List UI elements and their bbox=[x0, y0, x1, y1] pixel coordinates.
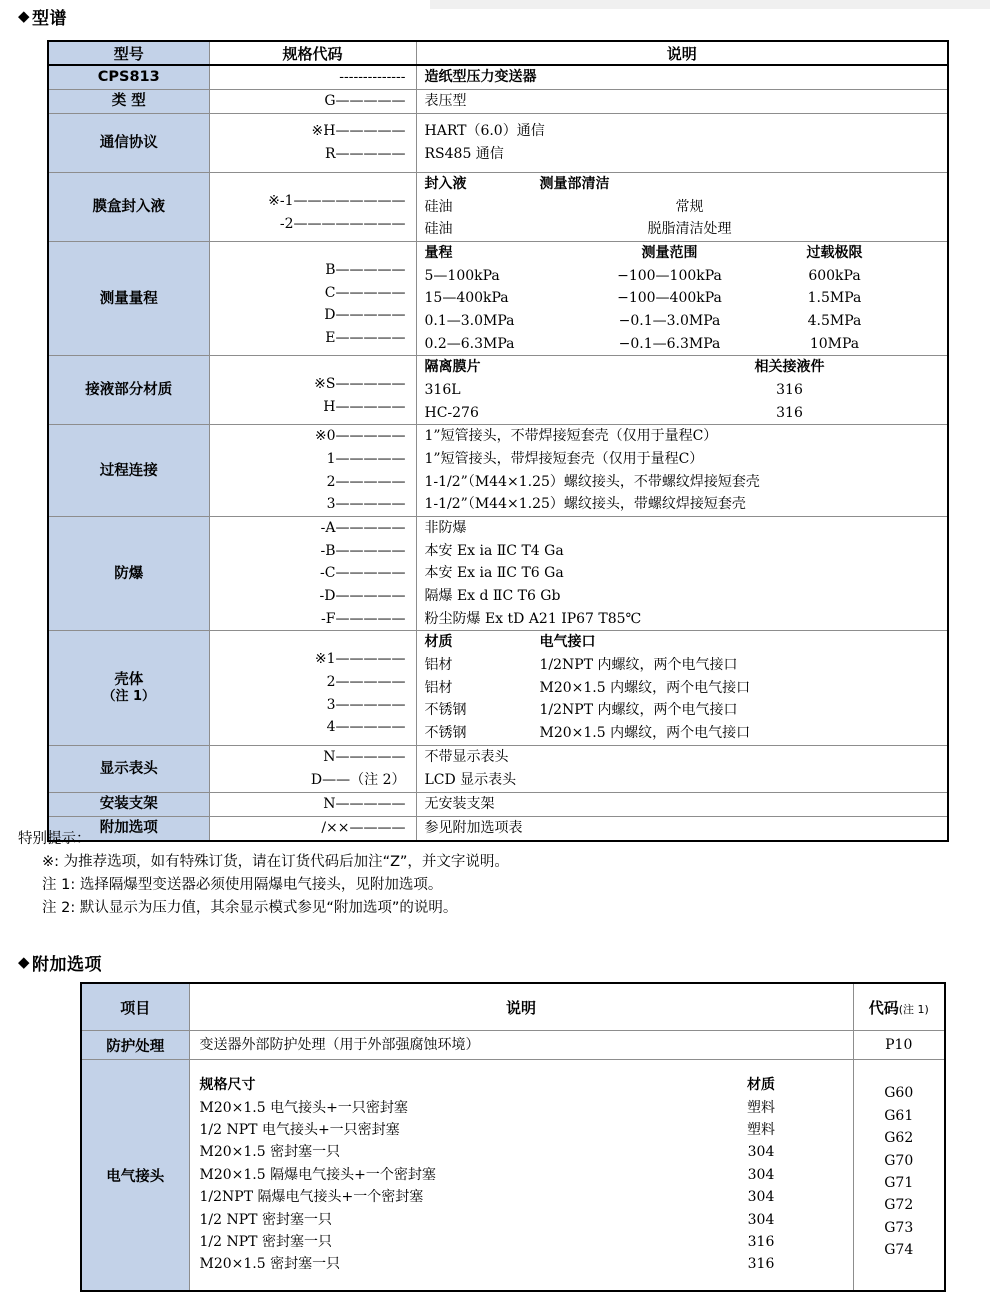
desc-line: 粉尘防爆 Ex tD A21 IP67 T85℃ bbox=[424, 610, 642, 627]
cell: 10MPa bbox=[809, 335, 860, 352]
row-desc-grid bbox=[416, 631, 948, 745]
cell: M20×1.5 内螺纹，两个电气接口 bbox=[539, 679, 751, 696]
row-label: 防爆 bbox=[48, 517, 209, 631]
note-item: 注 1: 选择隔爆型变送器必须使用隔爆电气接头，见附加选项。 bbox=[42, 876, 443, 893]
table-row-wetted-material bbox=[48, 356, 948, 425]
row-code-list bbox=[209, 356, 416, 425]
header-item: 项目 bbox=[81, 983, 189, 1031]
desc-line: HART（6.0）通信 bbox=[424, 123, 545, 140]
additional-options-table bbox=[80, 982, 946, 1292]
cell-material: 304 bbox=[747, 1211, 775, 1228]
code-line: G70 bbox=[884, 1152, 914, 1169]
desc-grid bbox=[425, 242, 948, 355]
cell: 600kPa bbox=[808, 267, 861, 284]
header-code bbox=[853, 983, 945, 1031]
code-line: C————— bbox=[324, 284, 406, 301]
row-label: 电气接头 bbox=[81, 1060, 189, 1292]
row-label: CPS813 bbox=[48, 65, 209, 90]
desc-grid bbox=[425, 356, 948, 424]
code-line: G60 bbox=[884, 1085, 914, 1102]
grid-row bbox=[425, 699, 948, 722]
row-label: 通信协议 bbox=[48, 114, 209, 173]
row-code-list bbox=[209, 517, 416, 631]
cell: 0.2—6.3MPa bbox=[424, 335, 515, 352]
cell: −0.1—3.0MPa bbox=[618, 313, 721, 330]
code-line: -D————— bbox=[319, 588, 406, 605]
row-desc-list bbox=[416, 114, 948, 173]
grid-row bbox=[425, 265, 948, 288]
cell: 1/2NPT 内螺纹，两个电气接口 bbox=[539, 657, 738, 674]
row-label: 过程连接 bbox=[48, 425, 209, 517]
row-label-note: （注 1） bbox=[102, 689, 156, 705]
row-label: 防护处理 bbox=[81, 1031, 189, 1060]
cell-material: 316 bbox=[747, 1256, 775, 1273]
code-line: N————— bbox=[323, 749, 406, 766]
code-line: B————— bbox=[325, 261, 406, 278]
cell: 不锈钢 bbox=[424, 725, 467, 742]
desc-line: 不带显示表头 bbox=[424, 749, 509, 766]
sub-header: 封入液 bbox=[424, 176, 467, 192]
table-row-type bbox=[48, 90, 948, 114]
grid-row bbox=[200, 1209, 853, 1231]
code-line: -A————— bbox=[320, 520, 406, 537]
row-desc: 造纸型压力变送器 bbox=[416, 65, 948, 90]
row-code: G————— bbox=[209, 90, 416, 114]
row-desc-grid bbox=[416, 356, 948, 425]
cell: 1/2NPT 内螺纹，两个电气接口 bbox=[539, 702, 738, 719]
cell: M20×1.5 内螺纹，两个电气接口 bbox=[539, 725, 751, 742]
row-code-list bbox=[209, 425, 416, 517]
code-line: -B————— bbox=[320, 542, 406, 559]
cell: −100—400kPa bbox=[617, 290, 722, 307]
cell: 316L bbox=[424, 382, 461, 399]
row-desc: 变送器外部防护处理（用于外部强腐蚀环境） bbox=[189, 1031, 853, 1060]
code-column bbox=[854, 1060, 945, 1262]
row-code: P10 bbox=[853, 1031, 945, 1060]
row-desc-list bbox=[416, 517, 948, 631]
cell: 15—400kPa bbox=[424, 290, 509, 307]
cell: 常规 bbox=[675, 198, 704, 215]
row-desc-grid bbox=[416, 242, 948, 356]
code-line: 2————— bbox=[326, 473, 406, 490]
row-code: /××———— bbox=[209, 816, 416, 841]
table2-row-cable-gland bbox=[81, 1060, 945, 1292]
row-label: 显示表头 bbox=[48, 745, 209, 792]
row-label: 类 型 bbox=[48, 90, 209, 114]
desc-line: 隔爆 Ex d ⅡC T6 Gb bbox=[424, 588, 561, 605]
sub-header: 隔离膜片 bbox=[424, 359, 481, 376]
sub-header: 测量部清洁 bbox=[539, 176, 610, 192]
grid-row bbox=[425, 196, 948, 219]
cell: −100—100kPa bbox=[617, 267, 722, 284]
code-line: 4————— bbox=[326, 719, 406, 736]
cell-spec: M20×1.5 隔爆电气接头+一个密封塞 bbox=[199, 1166, 436, 1183]
code-line: D————— bbox=[324, 307, 406, 324]
code-line: H————— bbox=[323, 398, 406, 415]
note-item: 注 2: 默认显示为压力值，其余显示模式参见“附加选项”的说明。 bbox=[42, 899, 458, 916]
row-code-list bbox=[209, 173, 416, 242]
note-item: ※: 为推荐选项，如有特殊订货，请在订货代码后加注“Z”，并文字说明。 bbox=[42, 853, 509, 870]
grid-row bbox=[200, 1119, 853, 1141]
row-desc: 参见附加选项表 bbox=[416, 816, 948, 841]
desc-line: 本安 Ex ia ⅡC T4 Ga bbox=[424, 542, 564, 559]
grid-row bbox=[425, 677, 948, 700]
diamond-bullet-icon: ◆ bbox=[18, 7, 31, 25]
row-desc-grid bbox=[416, 173, 948, 242]
sub-header: 过载极限 bbox=[806, 245, 863, 262]
grid-row bbox=[425, 379, 948, 402]
sub-header: 测量范围 bbox=[641, 245, 698, 262]
code-line: -F————— bbox=[321, 610, 406, 627]
cell: −0.1—6.3MPa bbox=[618, 335, 721, 352]
grid-header-row bbox=[200, 1074, 853, 1096]
special-notes-block bbox=[18, 828, 509, 920]
code-line: ※S————— bbox=[314, 376, 406, 393]
table-row-measuring-range bbox=[48, 242, 948, 356]
grid-header-row bbox=[425, 631, 948, 654]
header-description: 说明 bbox=[416, 41, 948, 65]
desc-line: 本安 Ex ia ⅡC T6 Ga bbox=[424, 565, 564, 582]
code-line: 2————— bbox=[326, 673, 406, 690]
code-line: G71 bbox=[884, 1174, 914, 1191]
cell: 4.5MPa bbox=[807, 313, 862, 330]
grid-row bbox=[200, 1164, 853, 1186]
cell-spec: M20×1.5 密封塞一只 bbox=[199, 1256, 341, 1273]
desc-line: LCD 显示表头 bbox=[424, 771, 517, 788]
row-code: -------------- bbox=[209, 65, 416, 90]
row-code-list bbox=[209, 745, 416, 792]
row-desc: 表压型 bbox=[416, 90, 948, 114]
code-line: R————— bbox=[324, 146, 406, 162]
grid-header-row bbox=[425, 356, 948, 379]
grid-row bbox=[425, 402, 948, 425]
row-label: 安装支架 bbox=[48, 792, 209, 816]
row-desc-list bbox=[416, 745, 948, 792]
grid-row bbox=[200, 1186, 853, 1208]
cell-material: 塑料 bbox=[747, 1099, 775, 1116]
header-spec-code: 规格代码 bbox=[209, 41, 416, 65]
cell-material: 304 bbox=[747, 1166, 775, 1183]
cell: HC-276 bbox=[424, 404, 479, 421]
code-line: ※-1———————— bbox=[268, 192, 406, 209]
cell-material: 304 bbox=[747, 1189, 775, 1206]
table-row-process-connection bbox=[48, 425, 948, 517]
row-label: 接液部分材质 bbox=[48, 356, 209, 425]
cell-spec: 1/2 NPT 密封塞一只 bbox=[199, 1233, 332, 1250]
grid-row bbox=[425, 722, 948, 745]
cell-material: 塑料 bbox=[747, 1122, 775, 1139]
table-row-display bbox=[48, 745, 948, 792]
header-code-text: 代码 bbox=[868, 998, 899, 1017]
page-top-band bbox=[430, 0, 990, 9]
row-label bbox=[48, 631, 209, 745]
grid-row bbox=[425, 310, 948, 333]
cell-spec: M20×1.5 密封塞一只 bbox=[199, 1144, 341, 1161]
code-line: E————— bbox=[325, 329, 406, 346]
table2-header-row bbox=[81, 983, 945, 1031]
code-line: G61 bbox=[884, 1107, 914, 1124]
desc-line: RS485 通信 bbox=[424, 146, 504, 162]
cell: 硅油 bbox=[424, 198, 453, 215]
section-heading-additional-options bbox=[18, 950, 102, 975]
cell-spec: 1/2 NPT 电气接头+一只密封塞 bbox=[199, 1122, 400, 1139]
section-title-text: 型谱 bbox=[32, 9, 68, 29]
grid-row bbox=[425, 333, 948, 356]
desc-grid bbox=[425, 173, 948, 241]
row-label-text: 壳体 bbox=[114, 671, 144, 688]
grid-row bbox=[200, 1231, 853, 1253]
cell: 316 bbox=[776, 404, 803, 421]
code-line: 3————— bbox=[326, 496, 406, 513]
desc-line: 1”短管接头，带焊接短套壳（仅用于量程C） bbox=[424, 451, 704, 468]
section-heading-model-spectrum bbox=[18, 4, 67, 29]
code-line: -C————— bbox=[320, 565, 406, 582]
grid-row bbox=[200, 1097, 853, 1119]
row-code: N————— bbox=[209, 792, 416, 816]
code-line: 1————— bbox=[326, 451, 406, 468]
grid-header-row bbox=[425, 173, 948, 196]
code-line: 3————— bbox=[326, 696, 406, 713]
code-line: G73 bbox=[884, 1219, 914, 1236]
notes-title: 特别提示： bbox=[18, 831, 91, 847]
diamond-bullet-icon: ◆ bbox=[18, 953, 31, 971]
sub-header: 相关接液件 bbox=[754, 359, 825, 376]
table2-row-protection bbox=[81, 1031, 945, 1060]
cell: 0.1—3.0MPa bbox=[424, 313, 515, 330]
model-spectrum-table bbox=[47, 40, 949, 842]
cell-spec: M20×1.5 电气接头+一只密封塞 bbox=[199, 1099, 408, 1116]
desc-line: 1”短管接头，不带焊接短套壳（仅用于量程C） bbox=[424, 428, 718, 445]
grid-row bbox=[425, 287, 948, 310]
row-label: 测量量程 bbox=[48, 242, 209, 356]
cell-spec: 1/2 NPT 密封塞一只 bbox=[199, 1211, 332, 1228]
grid-row bbox=[200, 1141, 853, 1163]
table-row-cps813 bbox=[48, 65, 948, 90]
sub-header: 电气接口 bbox=[539, 634, 596, 651]
cell-spec: 1/2NPT 隔爆电气接头+一个密封塞 bbox=[199, 1189, 424, 1206]
code-line: D——（注 2） bbox=[310, 771, 406, 788]
cell-material: 316 bbox=[747, 1233, 775, 1250]
cell: 脱脂清洁处理 bbox=[647, 221, 732, 238]
desc-line: 1-1/2”（M44×1.25）螺纹接头，带螺纹焊接短套壳 bbox=[424, 496, 746, 513]
sub-header: 量程 bbox=[424, 245, 453, 262]
cell: 硅油 bbox=[424, 221, 453, 238]
cell: 1.5MPa bbox=[807, 290, 862, 307]
table-row-housing bbox=[48, 631, 948, 745]
cell-material: 304 bbox=[747, 1144, 775, 1161]
code-line: -2———————— bbox=[279, 215, 406, 232]
sub-header: 材质 bbox=[747, 1077, 775, 1094]
table-row-protocol bbox=[48, 114, 948, 173]
cell: 5—100kPa bbox=[424, 267, 500, 284]
code-line: ※0————— bbox=[314, 428, 406, 445]
row-label: 附加选项 bbox=[48, 816, 209, 841]
row-code-list bbox=[209, 631, 416, 745]
section-title-text: 附加选项 bbox=[32, 955, 103, 975]
row-desc-list bbox=[416, 425, 948, 517]
row-code-list bbox=[209, 242, 416, 356]
header-code-note: (注 1) bbox=[898, 1002, 929, 1016]
desc-line: 1-1/2”（M44×1.25）螺纹接头，不带螺纹焊接短套壳 bbox=[424, 473, 760, 490]
code-line: G74 bbox=[884, 1242, 914, 1259]
desc-line: 非防爆 bbox=[424, 520, 467, 537]
cell: 铝材 bbox=[424, 657, 453, 674]
grid-row bbox=[200, 1253, 853, 1275]
desc-grid bbox=[425, 631, 948, 744]
cell: 316 bbox=[776, 382, 803, 399]
cell: 不锈钢 bbox=[424, 702, 467, 719]
grid-header-row bbox=[425, 242, 948, 265]
row-label: 膜盒封入液 bbox=[48, 173, 209, 242]
header-model: 型号 bbox=[48, 41, 209, 65]
row-code-list bbox=[209, 114, 416, 173]
code-line: G72 bbox=[884, 1197, 914, 1214]
code-line: ※H————— bbox=[311, 123, 406, 140]
grid-row bbox=[425, 654, 948, 677]
sub-header: 材质 bbox=[424, 634, 453, 651]
row-desc-grid bbox=[189, 1060, 853, 1292]
cell: 铝材 bbox=[424, 679, 453, 696]
sub-header: 规格尺寸 bbox=[199, 1077, 256, 1094]
code-line: ※1————— bbox=[314, 651, 406, 668]
table-row-fill-fluid bbox=[48, 173, 948, 242]
table-row-bracket bbox=[48, 792, 948, 816]
code-line: G62 bbox=[884, 1130, 914, 1147]
header-description: 说明 bbox=[189, 983, 853, 1031]
row-desc: 无安装支架 bbox=[416, 792, 948, 816]
grid-row bbox=[425, 218, 948, 241]
table-header-row bbox=[48, 41, 948, 65]
row-code-list bbox=[853, 1060, 945, 1292]
table-row-explosion-proof bbox=[48, 517, 948, 631]
